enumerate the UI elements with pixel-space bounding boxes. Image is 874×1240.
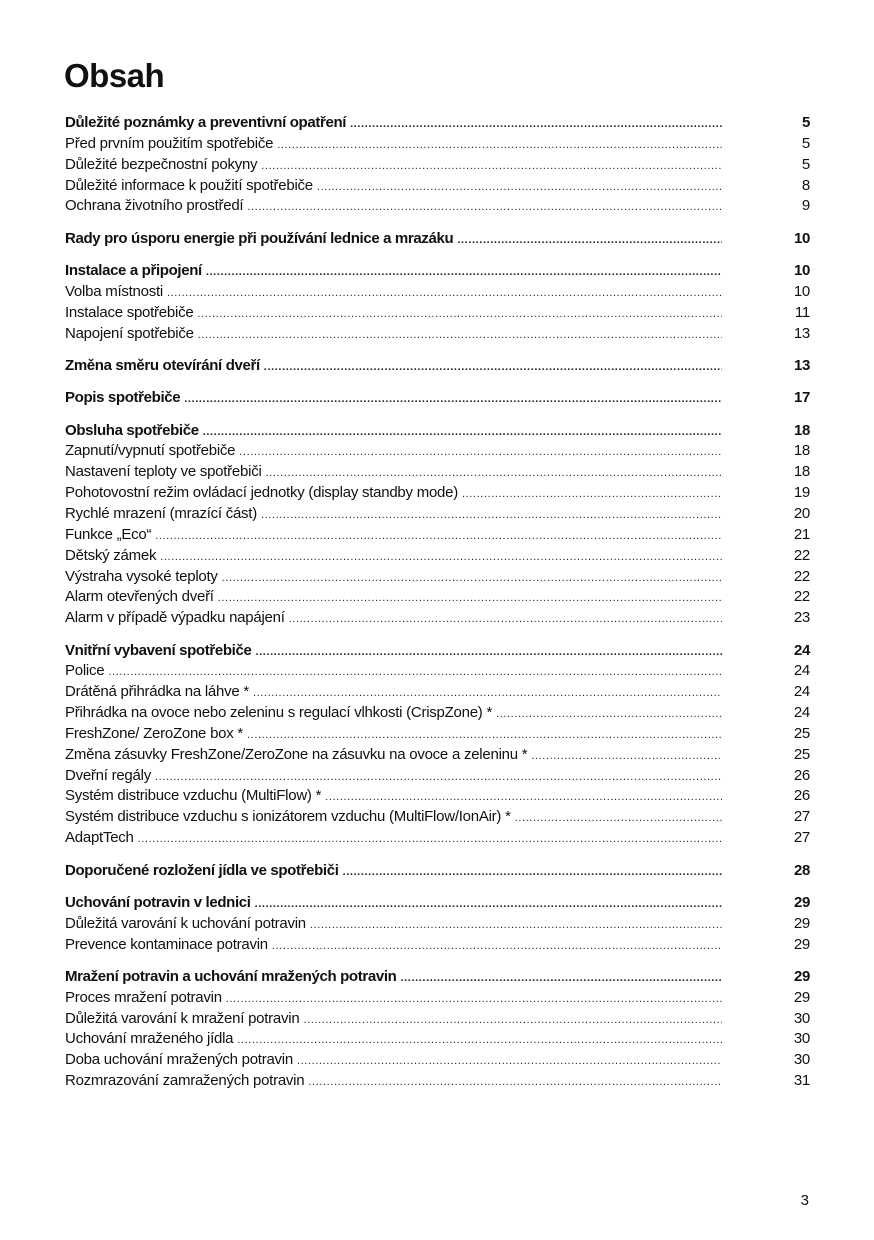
- toc-entry-title: Nastavení teploty ve spotřebiči: [65, 463, 262, 481]
- toc-entry[interactable]: [65, 608, 810, 629]
- page-number: 3: [800, 1192, 809, 1209]
- toc-entry-page: 5: [802, 114, 810, 131]
- dot-leader: [310, 915, 722, 936]
- toc-entry[interactable]: [65, 196, 810, 217]
- dot-leader: [531, 746, 722, 767]
- toc-entry[interactable]: [65, 1029, 810, 1050]
- toc-section: [65, 113, 810, 217]
- toc-entry-page: 17: [794, 389, 810, 407]
- toc-entry-title: Před prvním použitím spotřebiče: [65, 134, 274, 152]
- dot-leader: [317, 177, 722, 198]
- toc-entry-title: Prevence kontaminace potravin: [65, 935, 268, 953]
- toc-entry-page: 27: [793, 808, 810, 826]
- toc-entry-page: 10: [794, 262, 810, 280]
- toc-entry-title: Systém distribuce vzduchu (MultiFlow) *: [65, 787, 322, 805]
- toc-entry[interactable]: [65, 1009, 810, 1030]
- dot-leader: [222, 568, 722, 589]
- toc-entry-page: 29: [793, 935, 810, 953]
- dot-leader: [308, 1072, 722, 1093]
- toc-section: [65, 229, 810, 250]
- toc-entry-page: 5: [801, 155, 810, 173]
- dot-leader: [255, 894, 722, 915]
- toc-entry-title: Ochrana životního prostředí: [65, 197, 244, 215]
- toc-entry-title: Zapnutí/vypnutí spotřebiče: [65, 442, 236, 460]
- toc-entry-page: 22: [793, 567, 810, 585]
- dot-leader: [303, 1010, 722, 1031]
- toc-section-heading[interactable]: [65, 967, 810, 988]
- toc-entry-title: Vnitřní vybavení spotřebiče: [65, 641, 252, 659]
- dot-leader: [160, 547, 722, 568]
- toc-entry-page: 22: [793, 588, 810, 606]
- toc-entry-page: 23: [793, 609, 810, 627]
- toc-entry-title: Uchování potravin v lednici: [65, 893, 251, 911]
- toc-entry-title: Systém distribuce vzduchu s ionizátorem vzduchu (MultiFlow/IonAir) *: [65, 808, 511, 826]
- toc-entry-page: 11: [794, 303, 810, 321]
- dot-leader: [264, 357, 722, 378]
- dot-leader: [247, 197, 722, 218]
- toc-entry-page: 30: [793, 1051, 810, 1069]
- toc-entry-title: Volba místnosti: [65, 282, 163, 300]
- dot-leader: [261, 156, 722, 177]
- dot-leader: [155, 526, 722, 547]
- toc-entry[interactable]: [65, 303, 810, 324]
- toc-entry[interactable]: [65, 282, 810, 303]
- toc-entry-page: 24: [793, 683, 810, 701]
- toc-entry-title: Instalace a připojení: [65, 262, 202, 280]
- toc-entry-page: 20: [793, 505, 810, 522]
- toc-entry-page: 18: [794, 421, 810, 439]
- toc-entry[interactable]: [65, 155, 810, 176]
- dot-leader: [401, 968, 723, 989]
- toc-section: [65, 388, 810, 409]
- toc-entry-title: Alarm otevřených dveří: [65, 588, 214, 606]
- toc-entry[interactable]: [65, 324, 810, 345]
- dot-leader: [247, 725, 722, 746]
- toc-entry-page: 31: [793, 1072, 810, 1090]
- toc-entry-title: Instalace spotřebiče: [65, 303, 194, 321]
- dot-leader: [155, 767, 722, 788]
- toc-entry-title: Napojení spotřebiče: [65, 324, 194, 342]
- dot-leader: [138, 829, 722, 850]
- toc-entry-title: Uchování mraženého jídla: [65, 1030, 234, 1048]
- toc-entry-title: Funkce „Eco“: [65, 525, 152, 543]
- toc-entry[interactable]: [65, 766, 810, 787]
- toc-entry-page: 21: [793, 525, 810, 543]
- toc-entry[interactable]: [65, 134, 810, 155]
- dot-leader: [462, 484, 722, 505]
- toc-entry-title: Doba uchování mražených potravin: [65, 1051, 293, 1069]
- dot-leader: [261, 505, 722, 526]
- dot-leader: [297, 1051, 722, 1072]
- toc-entry[interactable]: [65, 745, 810, 766]
- toc-entry[interactable]: [65, 546, 810, 567]
- toc-entry-title: Důležité informace k použití spotřebiče: [65, 176, 313, 194]
- dot-leader: [198, 325, 722, 346]
- toc-entry-title: Přihrádka na ovoce nebo zeleninu s regulací vlhkosti (CrispZone) *: [65, 704, 493, 722]
- toc-entry-page: 26: [793, 766, 810, 784]
- toc-entry-title: Důležité bezpečnostní pokyny: [65, 155, 258, 173]
- toc-entry[interactable]: [65, 176, 810, 197]
- toc-entry-page: 13: [793, 324, 810, 342]
- toc-entry-page: 28: [794, 861, 810, 879]
- toc-section-heading[interactable]: [65, 893, 810, 914]
- toc-entry-page: 22: [793, 546, 810, 564]
- toc-section-heading[interactable]: [65, 261, 810, 282]
- toc-entry-page: 26: [793, 787, 810, 805]
- toc-entry[interactable]: [65, 914, 810, 935]
- toc-section: [65, 861, 810, 882]
- dot-leader: [203, 422, 722, 443]
- dot-leader: [218, 588, 722, 609]
- toc-entry[interactable]: [65, 1071, 810, 1092]
- toc-entry[interactable]: [65, 786, 810, 807]
- toc-section-heading[interactable]: [65, 861, 810, 882]
- toc-entry-page: 25: [793, 745, 810, 763]
- toc-entry-title: Důležitá varování k mražení potravin: [65, 1009, 300, 1027]
- dot-leader: [184, 389, 722, 410]
- toc-section: [65, 641, 810, 849]
- dot-leader: [255, 642, 722, 663]
- toc-entry-page: 24: [793, 662, 810, 680]
- toc-entry-page: 25: [793, 724, 810, 742]
- toc-entry[interactable]: [65, 724, 810, 745]
- dot-leader: [343, 862, 722, 883]
- table-of-contents: [65, 113, 810, 1103]
- toc-entry[interactable]: [65, 525, 810, 546]
- toc-section-heading[interactable]: [65, 229, 810, 250]
- toc-entry[interactable]: [65, 807, 810, 828]
- toc-entry-page: 24: [793, 704, 810, 722]
- toc-entry[interactable]: [65, 462, 810, 483]
- toc-entry[interactable]: [65, 441, 810, 462]
- dot-leader: [350, 114, 722, 135]
- dot-leader: [237, 1030, 722, 1051]
- dot-leader: [253, 683, 722, 704]
- dot-leader: [108, 662, 722, 683]
- toc-entry-page: 29: [794, 893, 810, 911]
- toc-entry-title: Proces mražení potravin: [65, 988, 222, 1006]
- toc-entry-title: Změna směru otevírání dveří: [65, 356, 260, 374]
- page-title: Obsah: [64, 57, 165, 94]
- toc-section-heading[interactable]: [65, 641, 810, 662]
- dot-leader: [226, 989, 722, 1010]
- toc-entry[interactable]: [65, 587, 810, 608]
- toc-entry-title: Důležitá varování k uchování potravin: [65, 914, 306, 932]
- toc-entry[interactable]: [65, 483, 810, 504]
- toc-entry-title: Alarm v případě výpadku napájení: [65, 609, 285, 627]
- toc-entry-title: Drátěná přihrádka na láhve *: [65, 683, 249, 701]
- toc-entry-title: Rady pro úsporu energie při používání lednice a mrazáku: [65, 229, 454, 247]
- toc-entry-page: 29: [794, 967, 810, 985]
- dot-leader: [239, 442, 722, 463]
- dot-leader: [206, 262, 722, 283]
- toc-entry-page: 29: [793, 988, 810, 1006]
- toc-entry-title: Mražení potravin a uchování mražených potravin: [65, 967, 397, 985]
- toc-entry[interactable]: [65, 703, 810, 724]
- toc-entry-page: 8: [801, 176, 810, 194]
- dot-leader: [325, 787, 722, 808]
- dot-leader: [515, 808, 722, 829]
- toc-entry[interactable]: [65, 661, 810, 682]
- toc-entry-page: 24: [794, 641, 810, 659]
- toc-section: [65, 421, 810, 629]
- toc-entry-title: Police: [65, 662, 105, 680]
- toc-entry-title: Popis spotřebiče: [65, 389, 181, 407]
- dot-leader: [496, 704, 722, 725]
- toc-entry-page: 19: [793, 484, 810, 502]
- toc-entry[interactable]: [65, 682, 810, 703]
- toc-entry-title: FreshZone/ ZeroZone box *: [65, 724, 244, 742]
- toc-entry-title: Rychlé mrazení (mrazící část): [65, 505, 257, 522]
- toc-section-heading[interactable]: [65, 421, 810, 442]
- toc-entry-page: 18: [793, 442, 810, 460]
- toc-entry-title: Rozmrazování zamražených potravin: [65, 1072, 305, 1090]
- toc-entry-title: Obsluha spotřebiče: [65, 421, 199, 439]
- toc-entry-title: Dětský zámek: [65, 546, 157, 564]
- toc-entry-title: Dveřní regály: [65, 766, 151, 784]
- toc-entry-page: 10: [794, 229, 810, 247]
- dot-leader: [266, 463, 722, 484]
- toc-section-heading[interactable]: [65, 356, 810, 377]
- toc-section: [65, 356, 810, 377]
- dot-leader: [457, 230, 722, 251]
- toc-entry-title: Doporučené rozložení jídla ve spotřebiči: [65, 861, 339, 879]
- toc-entry-title: Změna zásuvky FreshZone/ZeroZone na zásuvku na ovoce a zeleninu *: [65, 745, 528, 763]
- toc-entry[interactable]: [65, 504, 810, 525]
- toc-section: [65, 967, 810, 1092]
- toc-section-heading[interactable]: [65, 388, 810, 409]
- toc-entry-page: 18: [793, 463, 810, 481]
- toc-entry-page: 10: [793, 282, 810, 300]
- toc-entry[interactable]: [65, 828, 810, 849]
- toc-entry-title: Důležité poznámky a preventivní opatření: [65, 114, 347, 131]
- dot-leader: [272, 936, 722, 957]
- toc-entry-page: 30: [793, 1009, 810, 1027]
- toc-entry[interactable]: [65, 935, 810, 956]
- toc-entry-page: 27: [793, 829, 810, 847]
- toc-entry-title: AdaptTech: [65, 829, 134, 847]
- toc-entry-page: 9: [801, 197, 810, 215]
- dot-leader: [197, 304, 722, 325]
- toc-entry[interactable]: [65, 988, 810, 1009]
- dot-leader: [167, 283, 722, 304]
- toc-entry-title: Pohotovostní režim ovládací jednotky (display standby mode): [65, 484, 458, 502]
- dot-leader: [277, 135, 722, 156]
- toc-section: [65, 893, 810, 956]
- toc-entry-page: 29: [793, 914, 810, 932]
- toc-entry-page: 5: [801, 134, 810, 152]
- toc-entry[interactable]: [65, 1050, 810, 1071]
- toc-section-heading[interactable]: [65, 113, 810, 134]
- toc-section: [65, 261, 810, 344]
- toc-entry-title: Výstraha vysoké teploty: [65, 567, 218, 585]
- dot-leader: [289, 609, 722, 630]
- toc-entry-page: 13: [794, 356, 810, 374]
- toc-entry[interactable]: [65, 567, 810, 588]
- toc-entry-page: 30: [793, 1030, 810, 1048]
